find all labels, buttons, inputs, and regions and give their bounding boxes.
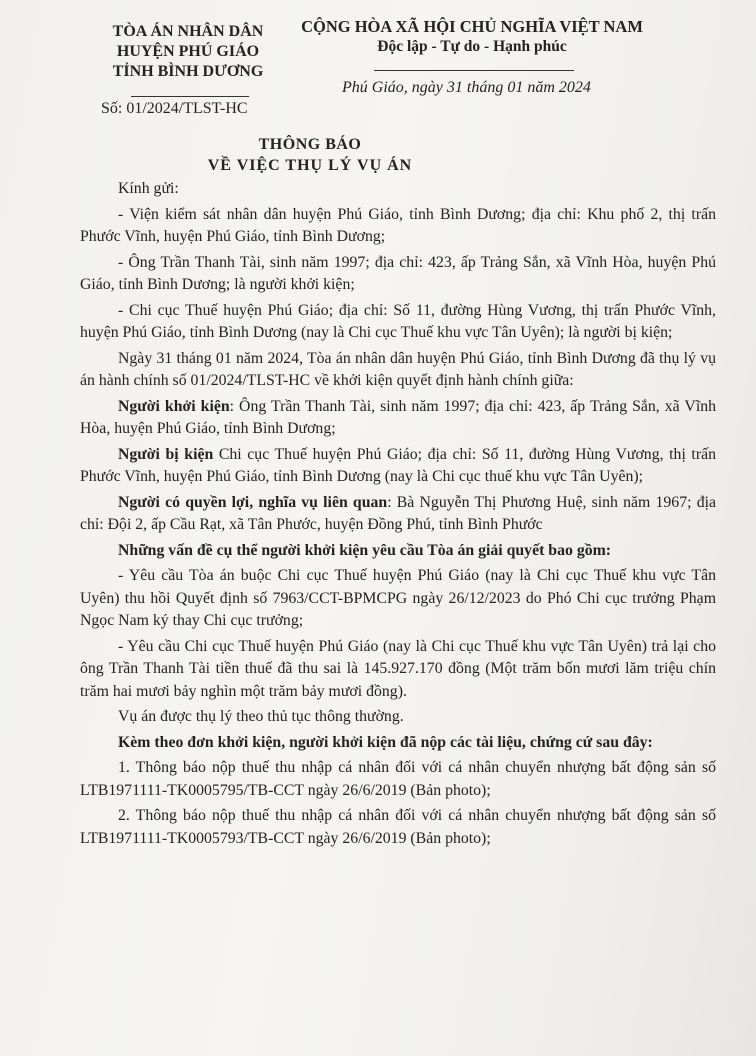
recipient-defendant: - Chi cục Thuế huyện Phú Giáo; địa chỉ: Số 11, đường Hùng Vương, thị trấn Phước Vĩnh, huyện Phú Giáo, tỉnh Bình Dương (nay là Chi cục Thuế khu vực Tân Uyên); là người bị kiện;	[80, 301, 716, 341]
related-party-paragraph	[80, 492, 716, 537]
defendant-label: Người bị kiện	[118, 445, 214, 463]
notice-title: THÔNG BÁO	[258, 136, 362, 153]
attachment-item-2: 2. Thông báo nộp thuế thu nhập cá nhân đối với cá nhân chuyển nhượng bất động sản số LTB1971111-TK0005793/TB-CCT ngày 26/6/2019 (Bản photo);	[80, 807, 716, 847]
attachment-item-1: 1. Thông báo nộp thuế thu nhập cá nhân đối với cá nhân chuyển nhượng bất động sản số LTB1971111-TK0005795/TB-CCT ngày 26/6/2019 (Bản photo);	[80, 759, 716, 799]
procedure-note: Vụ án được thụ lý theo thủ tục thông thường.	[118, 708, 404, 725]
national-title: CỘNG HÒA XÃ HỘI CHỦ NGHĨA VIỆT NAM	[301, 17, 643, 36]
plaintiff-label: Người khởi kiện	[118, 397, 230, 415]
plaintiff-paragraph	[80, 396, 716, 441]
court-name-line-1: TÒA ÁN NHÂN DÂN	[112, 23, 264, 40]
issues-heading: Những vấn đề cụ thể người khởi kiện yêu cầu Tòa án giải quyết bao gồm:	[118, 541, 612, 559]
document-number: Số: 01/2024/TLST-HC	[101, 100, 248, 117]
related-party-label: Người có quyền lợi, nghĩa vụ liên quan	[118, 493, 388, 511]
recipient-procuracy: - Viện kiểm sát nhân dân huyện Phú Giáo, tỉnh Bình Dương; địa chỉ: Khu phố 2, thị trấn Phước Vĩnh, huyện Phú Giáo, tỉnh Bình Dương;	[80, 205, 716, 245]
document-body	[80, 178, 716, 853]
place-and-date: Phú Giáo, ngày 31 tháng 01 năm 2024	[342, 79, 591, 96]
related-party-details: : Bà Nguyễn Thị Phương Huệ, sinh năm 1967; địa chỉ: Đội 2, ấp Cầu Rạt, xã Tân Phước, huyện Đồng Phú, tỉnh Bình Phước	[80, 493, 716, 533]
court-name-line-3: TỈNH BÌNH DƯƠNG	[112, 63, 264, 80]
recipient-plaintiff: - Ông Trần Thanh Tài, sinh năm 1997; địa chỉ: 423, ấp Trảng Sắn, xã Vĩnh Hòa, huyện Phú Giáo, tỉnh Bình Dương; là người khởi kiện;	[80, 253, 716, 293]
court-underline	[131, 96, 249, 97]
salutation: Kính gửi:	[118, 180, 179, 197]
defendant-paragraph	[80, 444, 716, 489]
notice-title-block	[150, 134, 470, 176]
national-header-block	[282, 16, 662, 57]
attachments-heading: Kèm theo đơn khởi kiện, người khởi kiện đã nộp các tài liệu, chứng cứ sau đây:	[118, 733, 653, 751]
defendant-details: Chi cục Thuế huyện Phú Giáo; địa chỉ: Số 11, đường Hùng Vương, thị trấn Phước Vĩnh, huyện Phú Giáo, tỉnh Bình Dương (nay là Chi cục thuế khu vực Tân Uyên);	[80, 445, 716, 485]
plaintiff-details: : Ông Trần Thanh Tài, sinh năm 1997; địa chỉ: 423, ấp Trảng Sắn, xã Vĩnh Hòa, huyện Phú Giáo, tỉnh Bình Dương;	[80, 397, 717, 437]
case-intro: Ngày 31 tháng 01 năm 2024, Tòa án nhân dân huyện Phú Giáo, tỉnh Bình Dương đã thụ lý vụ án hành chính số 01/2024/TLST-HC về khởi kiện quyết định hành chính giữa:	[80, 349, 716, 389]
issue-item-1: - Yêu cầu Tòa án buộc Chi cục Thuế huyện Phú Giáo (nay là Chi cục Thuế khu vực Tân Uyên) thu hồi Quyết định số 7963/CCT-BPMCPG ngày 26/12/2023 do Phó Chi cục trưởng Phạm Ngọc Nam ký thay Chi cục trưởng;	[80, 567, 716, 629]
national-motto: Độc lập - Tự do - Hạnh phúc	[377, 38, 567, 55]
motto-underline	[374, 70, 574, 71]
issue-item-2: - Yêu cầu Chi cục Thuế huyện Phú Giáo (nay là Chi cục Thuế khu vực Tân Uyên) trả lại cho ông Trần Thanh Tài tiền thuế đã thu sai là 145.927.170 đồng (Một trăm bốn mươi lăm triệu chín trăm hai mươi bảy nghìn một trăm bảy mươi đồng).	[80, 637, 716, 700]
court-name-line-2: HUYỆN PHÚ GIÁO	[116, 43, 260, 60]
notice-subtitle: VỀ VIỆC THỤ LÝ VỤ ÁN	[207, 157, 413, 174]
issuing-court-block	[78, 22, 298, 82]
